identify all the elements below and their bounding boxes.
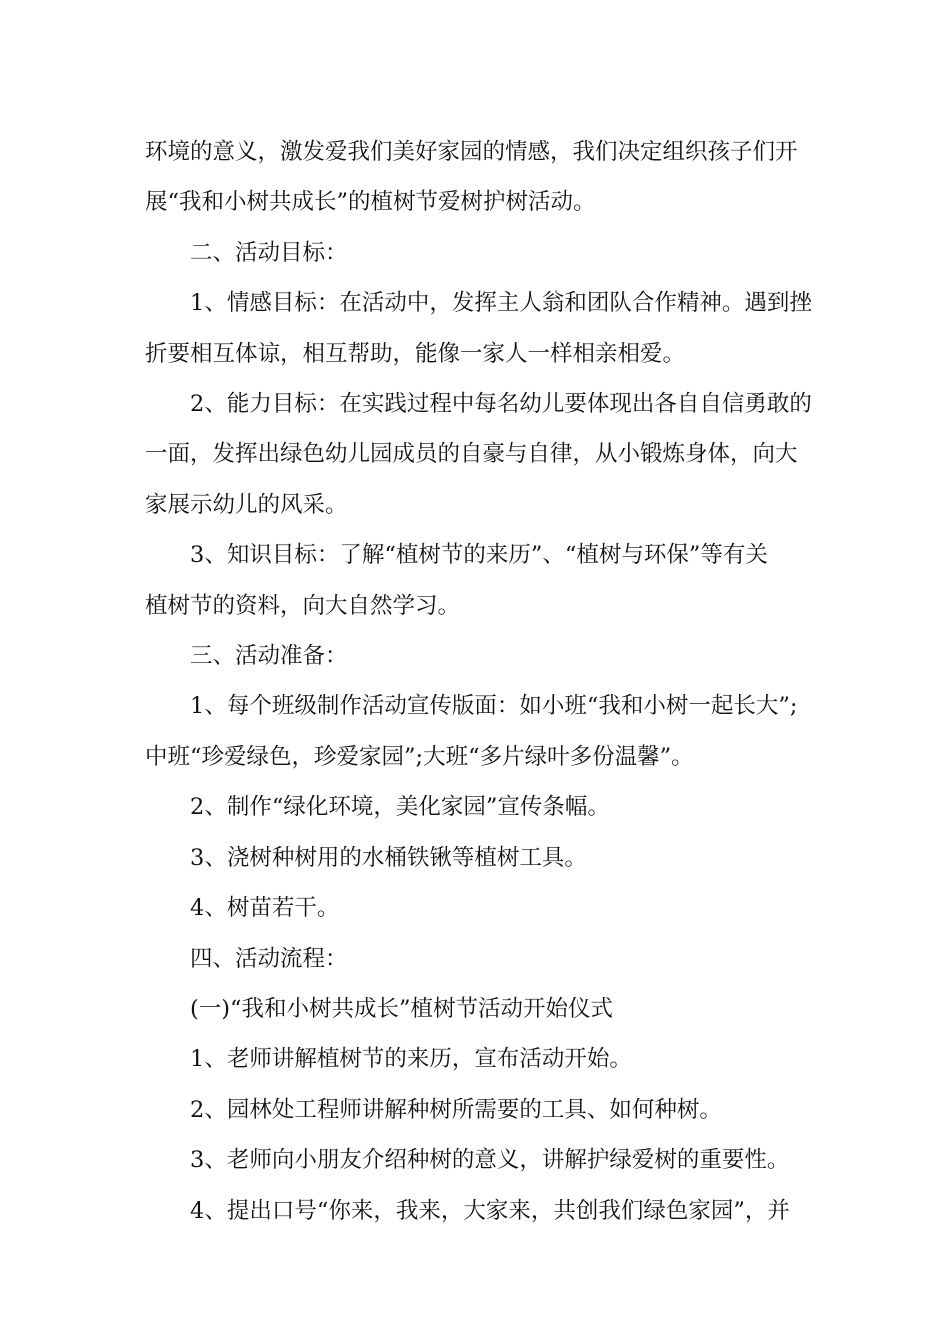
text-line: 3、老师向小朋友介绍种树的意义，讲解护绿爱树的重要性。 — [190, 1147, 790, 1174]
text-line: 植树节的资料，向大自然学习。 — [145, 592, 461, 619]
section-heading-process: 四、活动流程： — [190, 945, 348, 972]
text-line: 2、能力目标：在实践过程中每名幼儿要体现出各自自信勇敢的 — [190, 391, 812, 418]
subsection-heading: (一)“我和小树共成长”植树节活动开始仪式 — [190, 995, 614, 1022]
section-heading-objectives: 二、活动目标： — [190, 239, 348, 266]
text-line: 4、提出口号“你来，我来，大家来，共创我们绿色家园”，并 — [190, 1197, 790, 1224]
text-line: 折要相互体谅，相互帮助，能像一家人一样相亲相爱。 — [145, 340, 686, 367]
text-line: 家展示幼儿的风采。 — [145, 491, 348, 518]
text-line: 环境的意义，激发爱我们美好家园的情感，我们决定组织孩子们开 — [145, 139, 798, 165]
text-line: 1、老师讲解植树节的来历，宣布活动开始。 — [190, 1046, 632, 1073]
text-line: 中班“珍爱绿色，珍爱家园”;大班“多片绿叶多份温馨”。 — [145, 743, 694, 770]
text-line: 3、知识目标：了解“植树节的来历”、“植树与环保”等有关 — [190, 542, 768, 569]
section-heading-preparation: 三、活动准备： — [190, 643, 348, 670]
text-line: 一面，发挥出绿色幼儿园成员的自豪与自律，从小锻炼身体，向大 — [145, 441, 798, 468]
text-line: 3、浇树种树用的水桶铁锹等植树工具。 — [190, 844, 587, 871]
text-line: 1、情感目标：在活动中，发挥主人翁和团队合作精神。遇到挫 — [190, 290, 812, 317]
document-body — [145, 127, 817, 1236]
text-line: 2、制作“绿化环境，美化家园”宣传条幅。 — [190, 794, 610, 821]
text-line: 2、园林处工程师讲解种树所需要的工具、如何种树。 — [190, 1096, 722, 1123]
text-line: 4、树苗若干。 — [190, 895, 340, 922]
text-line: 1、每个班级制作活动宣传版面：如小班“我和小树一起长大”; — [190, 693, 798, 720]
text-line: 展“我和小树共成长”的植树节爱树护树活动。 — [145, 189, 596, 216]
